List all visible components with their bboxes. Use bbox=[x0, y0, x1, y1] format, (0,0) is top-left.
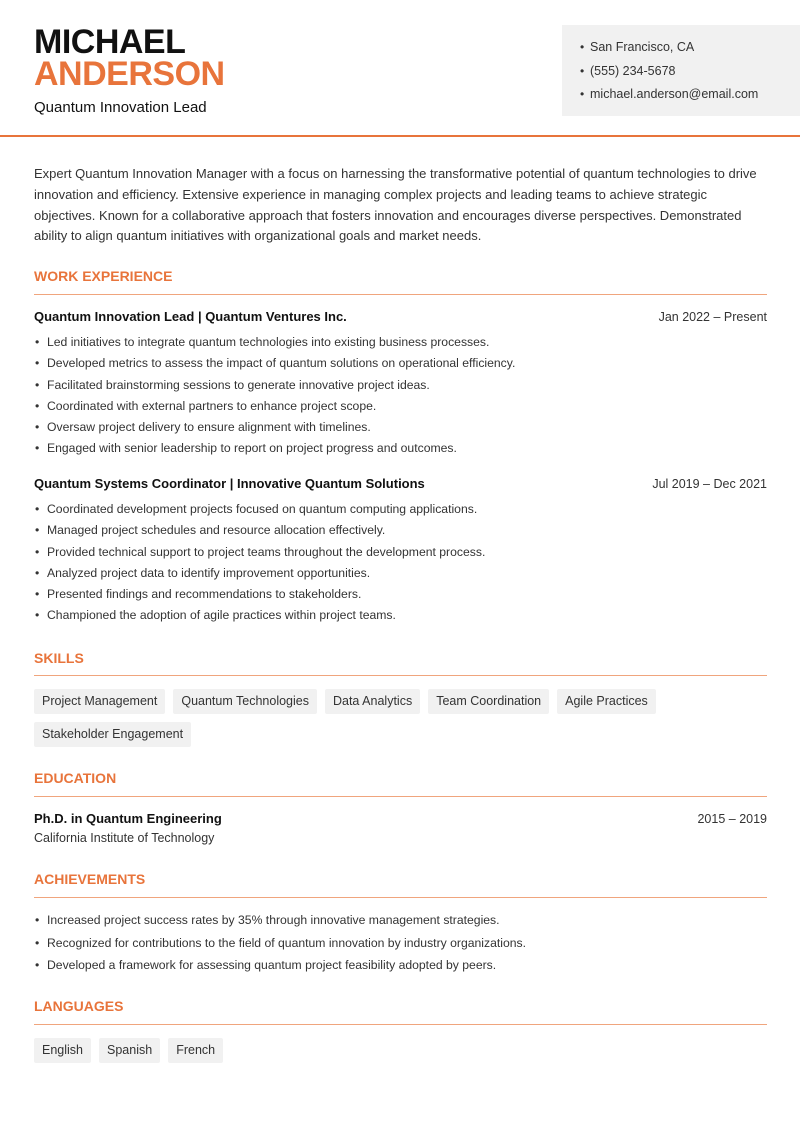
languages-list bbox=[34, 1038, 767, 1063]
list-item bbox=[34, 957, 767, 980]
role-dates: Jan 2022 – Present bbox=[658, 310, 767, 324]
section-title-work: WORK EXPERIENCE bbox=[34, 268, 173, 284]
list-item bbox=[34, 334, 767, 355]
section-title-skills: SKILLS bbox=[34, 650, 84, 666]
bullet-icon: • bbox=[35, 398, 40, 413]
education-entry bbox=[34, 811, 767, 845]
bullet-icon: • bbox=[35, 356, 40, 371]
list-item-text: Increased project success rates by 35% through innovative management strategies. bbox=[47, 913, 500, 927]
list-item-text: Engaged with senior leadership to report on project progress and outcomes. bbox=[47, 441, 457, 456]
section-divider bbox=[34, 294, 767, 295]
list-item-text: Analyzed project data to identify improvement opportunities. bbox=[47, 565, 371, 580]
list-item bbox=[34, 398, 767, 419]
skill-chip: Agile Practices bbox=[557, 689, 656, 714]
bullet-icon: • bbox=[35, 935, 40, 950]
job-title: Quantum Innovation Lead bbox=[34, 99, 207, 116]
list-item-text: Coordinated development projects focused on quantum computing applications. bbox=[47, 502, 478, 516]
list-item bbox=[34, 501, 767, 522]
bullet-icon: • bbox=[35, 420, 40, 435]
list-item bbox=[34, 419, 767, 440]
list-item bbox=[34, 440, 767, 461]
bullet-icon: • bbox=[35, 587, 40, 602]
list-item bbox=[34, 355, 767, 376]
list-item bbox=[34, 912, 767, 935]
contact-location-text: San Francisco, CA bbox=[590, 40, 695, 54]
contact-email bbox=[580, 86, 800, 110]
list-item-text: Recognized for contributions to the field of quantum innovation by industry organizations. bbox=[47, 935, 526, 950]
section-divider bbox=[34, 897, 767, 898]
role-bullets bbox=[34, 501, 767, 629]
list-item-text: Championed the adoption of agile practices within project teams. bbox=[47, 608, 396, 623]
skill-chip: Stakeholder Engagement bbox=[34, 722, 191, 747]
skill-chip: Data Analytics bbox=[325, 689, 420, 714]
role-dates: Jul 2019 – Dec 2021 bbox=[652, 477, 767, 491]
language-chip: Spanish bbox=[99, 1038, 160, 1063]
bullet-icon: • bbox=[35, 523, 40, 538]
bullet-icon: • bbox=[35, 335, 40, 349]
list-item-text: Led initiatives to integrate quantum technologies into existing business processes. bbox=[47, 335, 490, 349]
bullet-icon: • bbox=[580, 87, 585, 101]
resume-header bbox=[0, 0, 800, 137]
skills-list bbox=[34, 689, 767, 747]
list-item bbox=[34, 607, 767, 628]
section-divider bbox=[34, 1024, 767, 1025]
role-title: Quantum Innovation Lead | Quantum Ventures Inc. bbox=[34, 309, 347, 324]
role-title: Quantum Systems Coordinator | Innovative Quantum Solutions bbox=[34, 476, 425, 491]
degree: Ph.D. in Quantum Engineering bbox=[34, 811, 222, 826]
achievements-list bbox=[34, 912, 767, 980]
role-bullets bbox=[34, 334, 767, 462]
list-item-text: Developed a framework for assessing quantum project feasibility adopted by peers. bbox=[47, 958, 497, 972]
list-item-text: Managed project schedules and resource allocation effectively. bbox=[47, 523, 386, 538]
section-divider bbox=[34, 675, 767, 676]
list-item-text: Coordinated with external partners to enhance project scope. bbox=[47, 398, 377, 413]
bullet-icon: • bbox=[580, 40, 585, 54]
school: California Institute of Technology bbox=[34, 831, 215, 845]
first-name: MICHAEL bbox=[34, 23, 186, 61]
work-entry bbox=[34, 309, 767, 462]
bullet-icon: • bbox=[35, 544, 40, 559]
list-item-text: Facilitated brainstorming sessions to generate innovative project ideas. bbox=[47, 377, 430, 392]
contact-phone bbox=[580, 63, 800, 87]
bullet-icon: • bbox=[35, 608, 40, 623]
contact-box bbox=[562, 25, 800, 116]
language-chip: French bbox=[168, 1038, 223, 1063]
bullet-icon: • bbox=[35, 377, 40, 392]
summary: Expert Quantum Innovation Manager with a focus on harnessing the transformative potential of quantum technologies to drive innovation and efficiency. Extensive experience in managing complex projects and leading teams to achieve strategic objectives. Known for a collaborative approach that fosters innovation and encourages diverse perspectives. Demonstrated ability to align quantum initiatives with organizational goals and market needs. bbox=[34, 166, 757, 244]
last-name: ANDERSON bbox=[34, 55, 225, 93]
list-item bbox=[34, 586, 767, 607]
skill-chip: Quantum Technologies bbox=[173, 689, 317, 714]
bullet-icon: • bbox=[580, 63, 585, 78]
list-item-text: Developed metrics to assess the impact of quantum solutions on operational efficiency. bbox=[47, 356, 516, 371]
section-divider bbox=[34, 796, 767, 797]
list-item bbox=[34, 522, 767, 543]
work-entry bbox=[34, 476, 767, 629]
list-item bbox=[34, 544, 767, 565]
bullet-icon: • bbox=[35, 441, 40, 456]
list-item bbox=[34, 565, 767, 586]
list-item-text: Presented findings and recommendations to stakeholders. bbox=[47, 587, 362, 602]
list-item-text: Provided technical support to project teams throughout the development process. bbox=[47, 544, 486, 559]
section-title-languages: LANGUAGES bbox=[34, 998, 124, 1014]
bullet-icon: • bbox=[35, 502, 40, 516]
skill-chip: Project Management bbox=[34, 689, 165, 714]
bullet-icon: • bbox=[35, 958, 40, 972]
language-chip: English bbox=[34, 1038, 91, 1063]
section-title-achievements: ACHIEVEMENTS bbox=[34, 871, 146, 887]
contact-location bbox=[580, 39, 800, 63]
list-item bbox=[34, 377, 767, 398]
skill-chip: Team Coordination bbox=[428, 689, 549, 714]
bullet-icon: • bbox=[35, 913, 40, 927]
section-title-education: EDUCATION bbox=[34, 770, 117, 786]
contact-email-text: michael.anderson@email.com bbox=[590, 87, 759, 101]
list-item bbox=[34, 935, 767, 958]
bullet-icon: • bbox=[35, 565, 40, 580]
list-item-text: Oversaw project delivery to ensure alignment with timelines. bbox=[47, 420, 371, 435]
education-dates: 2015 – 2019 bbox=[697, 812, 767, 826]
contact-phone-text: (555) 234-5678 bbox=[590, 63, 676, 78]
